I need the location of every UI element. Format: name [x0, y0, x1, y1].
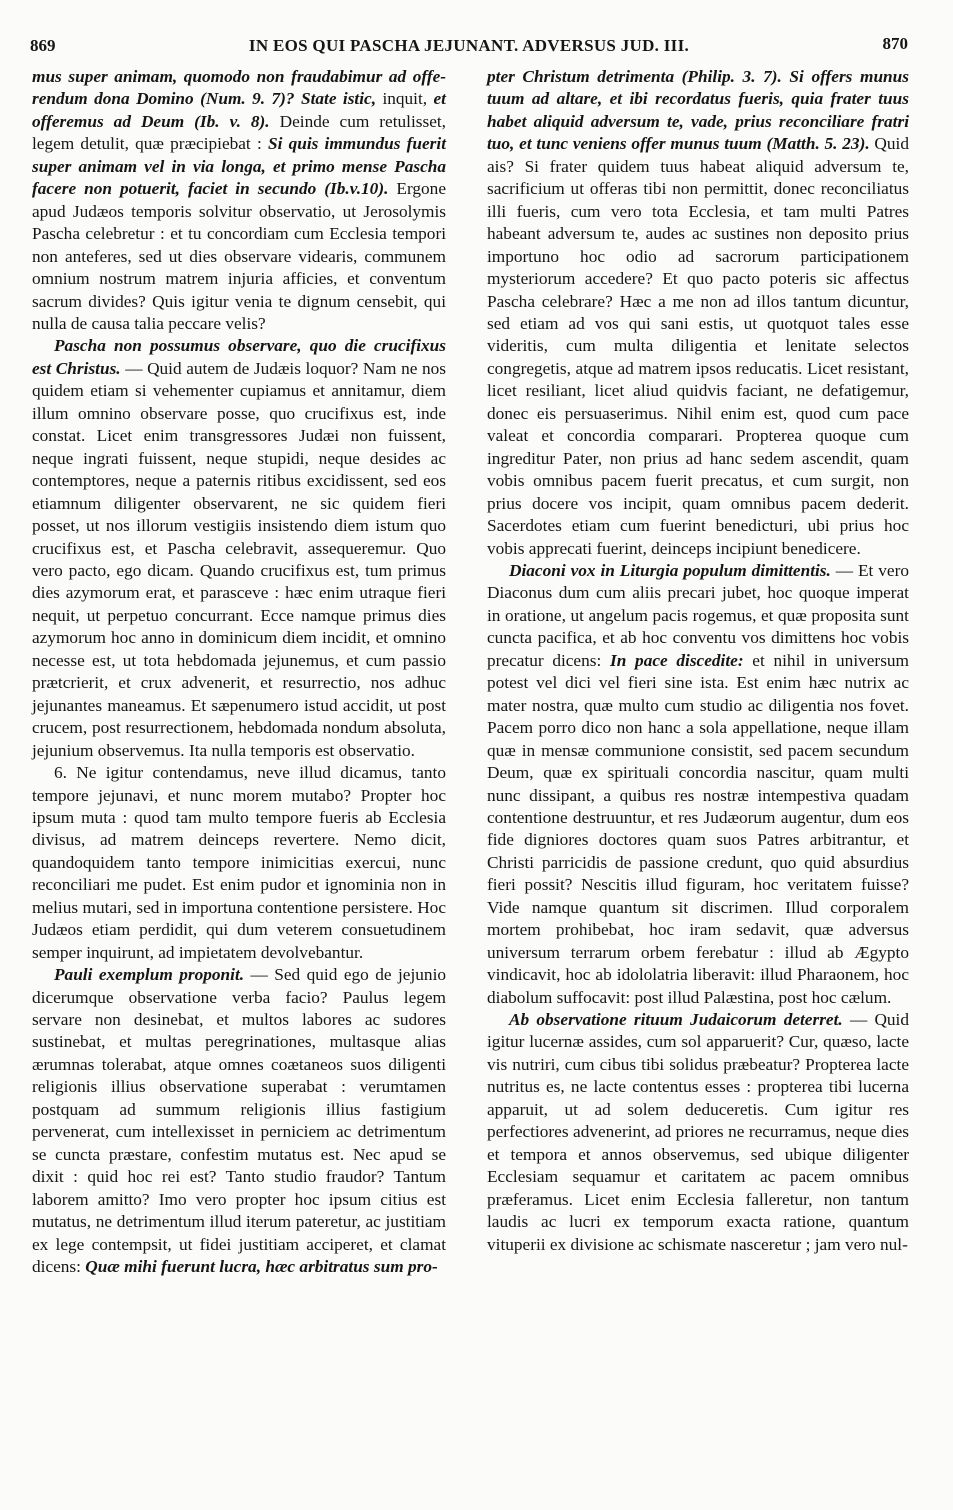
quote-numbers-cont: et offeremus ad Deum (Ib. v. 8). [32, 89, 446, 131]
quote-numbers: mus super animam, quomodo non fraudabimur ad offe-rendum dona Domino (Num. 9. 7)? State istic, [32, 67, 446, 109]
running-header [30, 24, 908, 64]
left-column [32, 66, 446, 1278]
text-run: — Quid igitur lucernæ assides, cum sol apparuerit? Cur, quæso, lacte vis nutriri, cum cibus tibi solidus præbeatur? Propterea lacte nutritus es, ne lacte contentus esses : propterea tibi lucerna apparuit, ut ad solem deduceretis. Cum igitur res perfectiores advenerint, ad priores ne recurramus, neque dies et tempora et annos observemus, sed ubique diligenter Ecclesiam sequamur et caritatem ac pacem omnibus præferamus. Licet enim Ecclesia falleretur, non tantum laudis ac lucri ex temporum exacta ratione, quantum vituperii ex divisione ac schismate nasceretur ; jam vero nul- [487, 1010, 909, 1254]
text-run: Quid ais? Si frater quidem tuus habeat aliquid adversum te, sacrificium ut offeras tibi non permittit, donec reconciliatus illi fueris, cum vero tota Ecclesia, et tam multi Patres habeant adversum te, audes ac sustines non deposito prius importuno hoc odio ad sacrorum participationem mysteriorum accedere? Et quo pacto poteris sic affectus Pascha celebrare? Hæc a me non ad illos tantum dicuntur, sed etiam ad vos qui sani estis, ut quotquot tales esse videritis, cum multa diligentia et lenitate selectos congregetis, atque ad matrem ipsos reducatis. Licet resistant, licet resiliant, licet aliud quidvis faciant, ne defatigemur, donec eis persuaserimus. Nihil enim est, quod cum pace valeat et concordia comparari. Propterea quoque cum ingreditur Pater, non prius ad hanc sedem ascendit, quam vobis omnibus pacem fuerit precatus, et cum surgit, non prius docere vos incipit, quam omnibus pacem dederit. Sacerdotes etiam cum fuerint benedicturi, ubi prius hoc vobis apprecati fuerint, deinceps incipiunt benedicere. [487, 134, 909, 558]
text-run: et nihil in universum potest vel dici vel fieri sine ista. Est enim hæc nutrix ac mater nostra, quæ multo cum studio ac diligentia nos fovet. Pacem porro dico non hanc a sola appellatione, neque illam quæ in mensæ communione consistit, sed pacem secundum Deum, quæ ex spirituali concordia nascitur, quam multi nunc dissipant, a quibus res nostræ intempestiva quadam contentione destruuntur, et res Judæorum augentur, dum eos fide digniores doctores quam suos Patres arbitrantur, et Christi parricidis de passione credunt, quo quid absurdius fieri possit? Nescitis illud figuram, hoc veritatem fuisse? Vide namque quantum sit discrimen. Illud corporalem mortem prohibebat, hoc iram sedavit, quæ adversus universum terrarum orbem ferebatur : illud ab Ægypto vindicavit, hoc ab idololatria liberavit: illud Pharaonem, hoc diabolum suffocavit: post illud Palæstina, post hoc cælum. [487, 650, 909, 1007]
paragraph-4 [32, 964, 446, 1278]
text-run: — Quid autem de Judæis loquor? Nam ne nos quidem etiam si vehementer cupiamus et annitamur, diem illum omnino observare posse, quo crucifixus est, inde constat. Licet enim transgressores Judæi non fuissent, neque ingrati fuissent, neque stupidi, neque desides ac contemptores, neque a paternis ritibus excidissent, sed eos etiamnum diligenter observarent, ne sic quidem fieri posset, ut nos illorum vestigiis insistendo diem istum quo crucifixus est, et Pascha celebravit, assequeremur. Quo vero pacto, ego dicam. Quando crucifixus est, tum primus dies azymorum erat, et parasceve : hæc enim utraque fieri nequit, ut perpetuo concurrant. Ecce namque primus dies azymorum hoc anno in dominicum diem incidit, et omnino necesse est, ut tota hebdomada jejunemus, et cum passio prætcrierit, et crux advenerit, et resurrectio, nos adhuc jejunantes maneamus. Et sæpenumero istud accidit, ut post crucem, post resurrectionem, hebdomada nondum absoluta, jejunium observemus. Ita nulla temporis est observatio. [32, 358, 446, 760]
section-lead: Diaconi vox in Liturgia populum dimittentis. [509, 560, 831, 580]
quote-leviticus: Si quis immundus fuerit super animam vel in via longa, et primo mense Pascha facere non potuerit, faciet in secundo (Ib.v.10). [32, 134, 447, 199]
page-number-right: 870 [882, 34, 908, 53]
section-lead: Pascha non possumus observare, quo die crucifixus est Christus. [32, 336, 446, 378]
page-number-left: 869 [30, 36, 56, 55]
paragraph-1 [32, 66, 446, 335]
right-column [487, 66, 909, 1256]
text-run: Ergone apud Judæos temporis solvitur observatio, ut Jerosolymis Pascha celebretur : et tu concordiam cum Ecclesia tempori non anteferes, sed ut dies observare videaris, communem omnium nostrum matrem injuria afficies, et conventum sacrum divides? Quis igitur venia te dignum censebit, qui nulla de causa talia peccare velis? [32, 179, 446, 333]
paragraph-1 [487, 66, 909, 560]
quote-philippians: Quæ mihi fuerunt lucra, hæc arbitratus sum pro- [85, 1257, 438, 1277]
text-run: — Et vero Diaconus dum cum aliis precari jubet, hoc quoque imperat in oratione, ut angelum pacis rogemus, et quæ proposita sunt cuncta pacifica, et ab hoc conventu vos dimittens hoc vobis precatur dicens: [487, 560, 909, 670]
paragraph-3 [32, 762, 446, 964]
text-run: — Sed quid ego de jejunio dicerumque observatione verba facio? Paulus legem servare non desinebat, et multos labores ac sudores sustinebat, et multas peregrinationes, multasque alias ærumnas tolerabat, atque omnes coætaneos suos diligenti religionis illius observatione superabat : verumtamen postquam ad summum religionis illius fastigium pervenerat, cum intellexisset in perniciem ac detrimentum se cuncta præstare, confestim mutatus est. Nec apud se dixit : quid hoc rei est? Tanto studio fraudor? Tantum laborem amitto? Imo vero propter hoc ipsum citius est mutatus, ne detrimentum illud iterum pateretur, ac justitiam ex lege contempsit, ut fidei justitiam acciperet, et clamat dicens: [32, 965, 447, 1277]
text-run: Deinde cum retulisset, legem detulit, quæ præcipiebat : [32, 111, 446, 154]
quote-in-pace: In pace discedite: [610, 650, 744, 670]
quote-matthew: pter Christum detrimenta (Philip. 3. 7). Si offers munus tuum ad altare, et ibi recordatus fueris, quia frater tuus habet aliquid adversum te, vade, prius reconciliare fratri tuo, et tunc veniens offer munus tuum (Matth. 5. 23). [487, 67, 909, 154]
section-lead: Pauli exemplum proponit. [54, 965, 245, 985]
text-run: inquit, [376, 89, 434, 109]
paragraph-3 [487, 1009, 909, 1256]
paragraph-2 [32, 335, 446, 762]
text-run: 6. Ne igitur contendamus, neve illud dicamus, tanto tempore jejunavi, et nunc morem mutabo? Propter hoc ipsum muta : quod tam multo tempore fueris ab Ecclesia divisus, ad matrem deinceps revertere. Nemo dicit, quandoquidem tanto tempore inimicitias exercui, nunc reconciliari me pudet. Est enim pudor et ignominia non in melius mutari, sed in importuna contentione persistere. Hoc Judæos etiam perdidit, qui dum veterem consuetudinem semper inquirunt, ad impietatem devolvebantur. [32, 763, 446, 962]
running-title: IN EOS QUI PASCHA JEJUNANT. ADVERSUS JUD. III. [248, 36, 690, 55]
section-lead: Ab observatione rituum Judaicorum deterret. [509, 1010, 843, 1030]
paragraph-2 [487, 560, 909, 1009]
